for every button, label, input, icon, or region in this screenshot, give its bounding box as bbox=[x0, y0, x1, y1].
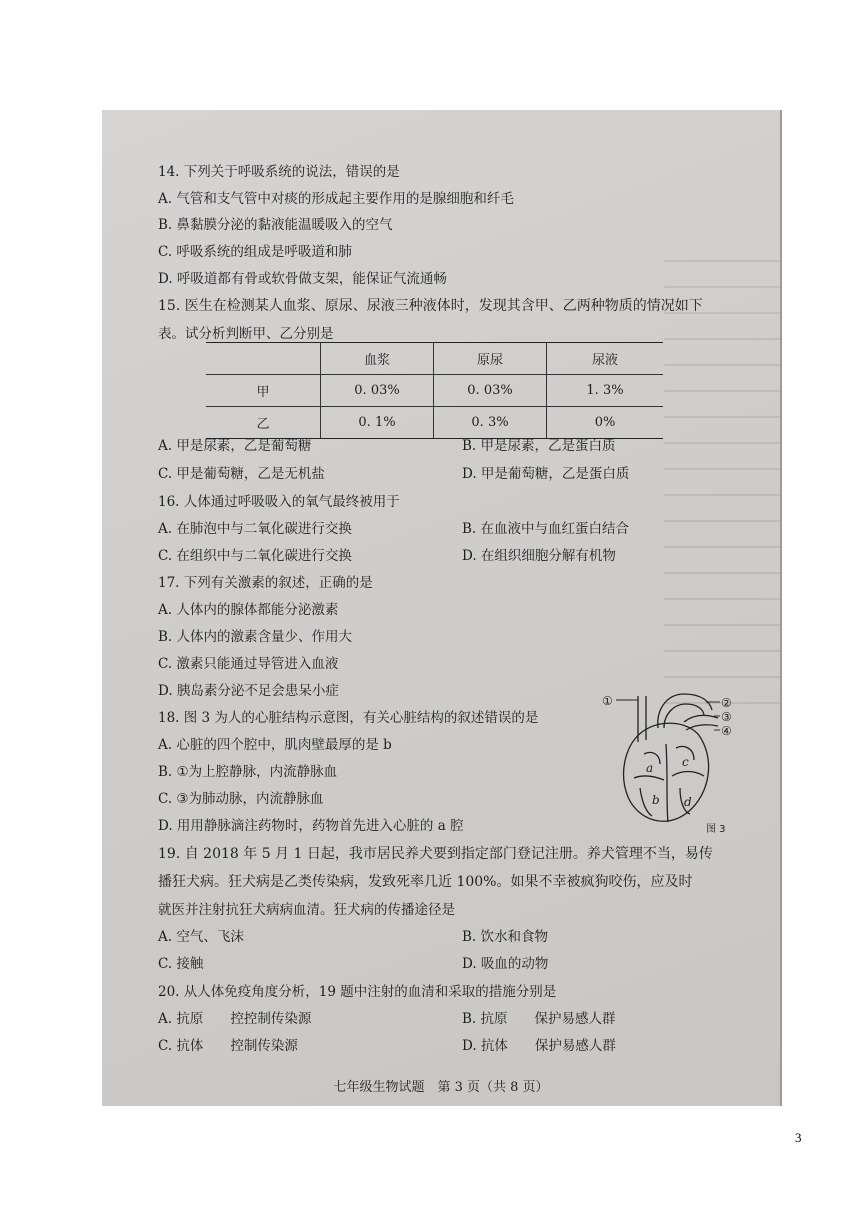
marker-1: ① bbox=[602, 694, 613, 708]
q20-stem: 20. 从人体免疫角度分析，19 题中注射的血清和采取的措施分别是 bbox=[158, 984, 557, 1000]
q18-stem: 18. 图 3 为人的心脏结构示意图，有关心脏结构的叙述错误的是 bbox=[158, 710, 539, 726]
q19-option-a: A. 空气、飞沫 bbox=[158, 929, 244, 945]
q17-stem: 17. 下列有关激素的叙述，正确的是 bbox=[158, 575, 373, 591]
q16-option-b: B. 在血液中与血红蛋白结合 bbox=[462, 521, 630, 537]
q19-line1: 19. 自 2018 年 5 月 1 日起，我市居民养犬要到指定部门登记注册。养犬管理不当，易传 bbox=[158, 846, 713, 862]
q18-option-a: A. 心脏的四个腔中，肌肉壁最厚的是 b bbox=[158, 737, 392, 753]
heart-illustration bbox=[580, 682, 740, 834]
q14-option-d: D. 呼吸道都有骨或软骨做支架，能保证气流通畅 bbox=[158, 271, 447, 287]
q20-option-d: D. 抗体 保护易感人群 bbox=[462, 1038, 616, 1054]
q18-option-d: D. 用用静脉滴注药物时，药物首先进入心脏的 a 腔 bbox=[158, 818, 464, 834]
q18-option-c: C. ③为肺动脉，内流静脉血 bbox=[158, 791, 324, 807]
q16-options-row2 bbox=[158, 544, 616, 564]
q15-stem-line1: 15. 医生在检测某人血浆、原尿、尿液三种液体时，发现其含甲、乙两种物质的情况如下 bbox=[158, 298, 703, 314]
q17-option-b: B. 人体内的激素含量少、作用大 bbox=[158, 629, 353, 645]
q15-data-table bbox=[206, 342, 663, 439]
heart-diagram bbox=[580, 682, 740, 834]
chamber-a-label: a bbox=[646, 761, 654, 775]
chamber-c-label: c bbox=[682, 755, 689, 769]
q15-options-row2 bbox=[158, 462, 630, 482]
table-cell: 1. 3% bbox=[547, 375, 664, 407]
table-row bbox=[206, 375, 663, 407]
q19-line2: 播狂犬病。狂犬病是乙类传染病，发致死率几近 100%。如果不幸被疯狗咬伤，应及时 bbox=[158, 874, 693, 890]
q15-options-row1 bbox=[158, 434, 616, 454]
table-cell: 0. 03% bbox=[321, 375, 434, 407]
q15-option-c: C. 甲是葡萄糖，乙是无机盐 bbox=[158, 466, 325, 482]
scanned-page-photo bbox=[102, 110, 782, 1106]
page-footer: 七年级生物试题 第 3 页（共 8 页） bbox=[333, 1080, 549, 1095]
q20-options-row2 bbox=[158, 1034, 616, 1054]
table-cell bbox=[206, 343, 321, 375]
q19-option-d: D. 吸血的动物 bbox=[462, 956, 549, 972]
q15-stem-line2: 表。试分析判断甲、乙分别是 bbox=[158, 326, 334, 342]
q17-option-a: A. 人体内的腺体都能分泌激素 bbox=[158, 602, 339, 618]
table-cell: 甲 bbox=[206, 375, 321, 407]
q14-option-b: B. 鼻黏膜分泌的黏液能温暖吸入的空气 bbox=[158, 217, 393, 233]
chamber-b-label: b bbox=[652, 793, 660, 807]
q20-option-b: B. 抗原 保护易感人群 bbox=[462, 1011, 616, 1027]
figure-caption: 图 3 bbox=[706, 824, 726, 834]
q14-option-a: A. 气管和支气管中对痰的形成起主要作用的是腺细胞和纤毛 bbox=[158, 191, 514, 207]
marker-3: ③ bbox=[721, 710, 732, 724]
table-cell: 乙 bbox=[206, 407, 321, 439]
q17-option-c: C. 激素只能通过导管进入血液 bbox=[158, 656, 339, 672]
q19-options-row2 bbox=[158, 952, 549, 972]
table-cell: 尿液 bbox=[547, 343, 664, 375]
chamber-d-label: d bbox=[684, 795, 692, 809]
q15-option-d: D. 甲是葡萄糖，乙是蛋白质 bbox=[462, 466, 630, 482]
q16-options-row1 bbox=[158, 517, 630, 537]
table-cell: 0% bbox=[547, 407, 664, 439]
q16-option-d: D. 在组织细胞分解有机物 bbox=[462, 548, 616, 564]
q19-options-row1 bbox=[158, 925, 549, 945]
q20-option-c: C. 抗体 控制传染源 bbox=[158, 1038, 298, 1054]
q18-option-b: B. ①为上腔静脉，内流静脉血 bbox=[158, 764, 338, 780]
q19-option-c: C. 接触 bbox=[158, 956, 204, 972]
table-cell: 0. 1% bbox=[321, 407, 434, 439]
marker-2: ② bbox=[721, 696, 732, 710]
q14-stem: 14. 下列关于呼吸系统的说法，错误的是 bbox=[158, 164, 400, 180]
q17-option-d: D. 胰岛素分泌不足会患呆小症 bbox=[158, 683, 339, 699]
q16-stem: 16. 人体通过呼吸吸入的氧气最终被用于 bbox=[158, 494, 400, 510]
q15-option-b: B. 甲是尿素，乙是蛋白质 bbox=[462, 438, 616, 454]
table-header-row bbox=[206, 343, 663, 375]
marker-4: ④ bbox=[721, 724, 732, 738]
page-number: 3 bbox=[795, 1130, 802, 1145]
q20-options-row1 bbox=[158, 1007, 616, 1027]
bleed-through-text bbox=[664, 260, 782, 720]
q19-line3: 就医并注射抗狂犬病病血清。狂犬病的传播途径是 bbox=[158, 902, 455, 918]
table-cell: 原尿 bbox=[434, 343, 547, 375]
q19-option-b: B. 饮水和食物 bbox=[462, 929, 549, 945]
q16-option-a: A. 在肺泡中与二氧化碳进行交换 bbox=[158, 521, 352, 537]
table-cell: 0. 03% bbox=[434, 375, 547, 407]
q16-option-c: C. 在组织中与二氧化碳进行交换 bbox=[158, 548, 352, 564]
table-cell: 0. 3% bbox=[434, 407, 547, 439]
table-cell: 血浆 bbox=[321, 343, 434, 375]
q14-option-c: C. 呼吸系统的组成是呼吸道和肺 bbox=[158, 244, 352, 260]
q20-option-a: A. 抗原 控控制传染源 bbox=[158, 1011, 312, 1027]
q15-option-a: A. 甲是尿素，乙是葡萄糖 bbox=[158, 438, 312, 454]
